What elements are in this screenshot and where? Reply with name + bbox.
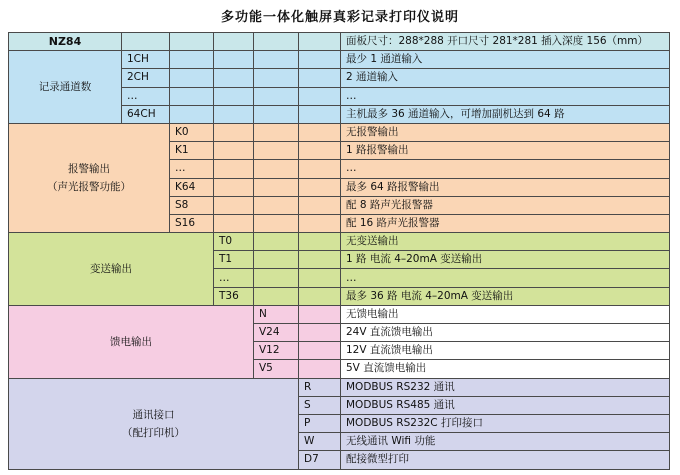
option-code: … [122,87,170,105]
transmit-group-label: 变送输出 [9,233,214,306]
option-desc: … [341,160,670,178]
empty-cell [299,142,341,160]
option-code: 2CH [122,69,170,87]
empty-cell [254,251,299,269]
option-code: K0 [170,123,214,141]
model-name: NZ84 [9,33,122,51]
empty-cell [299,105,341,123]
empty-cell [214,196,254,214]
spec-table [8,32,670,470]
page-title: 多功能一体化触屏真彩记录打印仪说明 [220,10,459,25]
empty-cell [214,51,254,69]
option-desc: 配 8 路声光报警器 [341,196,670,214]
option-code: T36 [214,287,254,305]
alarm-row [9,123,670,141]
option-desc: 配 16 路声光报警器 [341,214,670,232]
empty-cell [299,160,341,178]
option-desc: 12V 直流馈电输出 [341,342,670,360]
option-code: N [254,305,299,323]
empty-cell [214,69,254,87]
option-code: V12 [254,342,299,360]
empty-cell [254,33,299,51]
option-code: R [299,378,341,396]
empty-cell [299,360,341,378]
empty-cell [299,69,341,87]
record-group-label: 记录通道数 [9,51,122,124]
option-desc: 主机最多 36 通道输入，可增加副机达到 64 路 [341,105,670,123]
option-code: 64CH [122,105,170,123]
option-desc: 最多 36 路 电流 4–20mA 变送输出 [341,287,670,305]
empty-cell [299,196,341,214]
option-desc: 24V 直流馈电输出 [341,324,670,342]
empty-cell [254,287,299,305]
empty-cell [299,233,341,251]
option-desc: … [341,269,670,287]
option-code: K64 [170,178,214,196]
empty-cell [214,178,254,196]
empty-cell [299,287,341,305]
option-code: S16 [170,214,214,232]
option-desc: MODBUS RS232C 打印接口 [341,414,670,432]
option-code: S [299,396,341,414]
option-desc: 无报警输出 [341,123,670,141]
option-desc: 5V 直流馈电输出 [341,360,670,378]
empty-cell [299,87,341,105]
empty-cell [254,178,299,196]
empty-cell [254,142,299,160]
comm-label-line1: 通讯接口 [132,408,175,421]
empty-cell [170,105,214,123]
option-code: S8 [170,196,214,214]
empty-cell [214,105,254,123]
empty-cell [299,214,341,232]
record-row [9,51,670,69]
empty-cell [299,33,341,51]
empty-cell [254,123,299,141]
empty-cell [214,33,254,51]
comm-group-label [9,378,299,469]
option-code: V24 [254,324,299,342]
empty-cell [170,51,214,69]
option-code: T0 [214,233,254,251]
option-desc: 无变送输出 [341,233,670,251]
alarm-label-line2: （声光报警功能） [47,181,131,193]
empty-cell [214,123,254,141]
empty-cell [254,160,299,178]
empty-cell [214,87,254,105]
model-row [9,33,670,51]
option-desc: 无线通讯 Wifi 功能 [341,433,670,451]
empty-cell [214,214,254,232]
alarm-group-label [9,123,170,232]
empty-cell [254,214,299,232]
empty-cell [299,324,341,342]
empty-cell [254,87,299,105]
option-desc: 配接微型打印 [341,451,670,469]
model-desc: 面板尺寸：288*288 开口尺寸 281*281 插入深度 156（mm） [341,33,670,51]
empty-cell [170,33,214,51]
empty-cell [170,87,214,105]
option-code: V5 [254,360,299,378]
comm-row [9,378,670,396]
option-code: K1 [170,142,214,160]
transmit-row [9,233,670,251]
empty-cell [299,251,341,269]
option-desc: … [341,87,670,105]
option-code: D7 [299,451,341,469]
option-desc: MODBUS RS485 通讯 [341,396,670,414]
empty-cell [299,178,341,196]
feed-row [9,305,670,323]
empty-cell [254,233,299,251]
comm-label-line2: （配打印机） [122,426,185,439]
option-code: W [299,433,341,451]
empty-cell [214,160,254,178]
option-desc: 2 通道输入 [341,69,670,87]
feed-group-label: 馈电输出 [9,305,254,378]
option-desc: 1 路 电流 4–20mA 变送输出 [341,251,670,269]
empty-cell [254,269,299,287]
option-code: … [214,269,254,287]
option-code: 1CH [122,51,170,69]
option-desc: 最多 64 路报警输出 [341,178,670,196]
empty-cell [299,305,341,323]
empty-cell [299,269,341,287]
empty-cell [299,342,341,360]
empty-cell [254,105,299,123]
option-desc: 最少 1 通道输入 [341,51,670,69]
option-desc: MODBUS RS232 通讯 [341,378,670,396]
empty-cell [254,196,299,214]
option-desc: 1 路报警输出 [341,142,670,160]
option-code: T1 [214,251,254,269]
empty-cell [299,123,341,141]
empty-cell [214,142,254,160]
empty-cell [254,69,299,87]
option-code: … [170,160,214,178]
empty-cell [122,33,170,51]
empty-cell [170,69,214,87]
option-code: P [299,414,341,432]
empty-cell [299,51,341,69]
alarm-label-line1: 报警输出 [68,163,110,175]
option-desc: 无馈电输出 [341,305,670,323]
empty-cell [254,51,299,69]
